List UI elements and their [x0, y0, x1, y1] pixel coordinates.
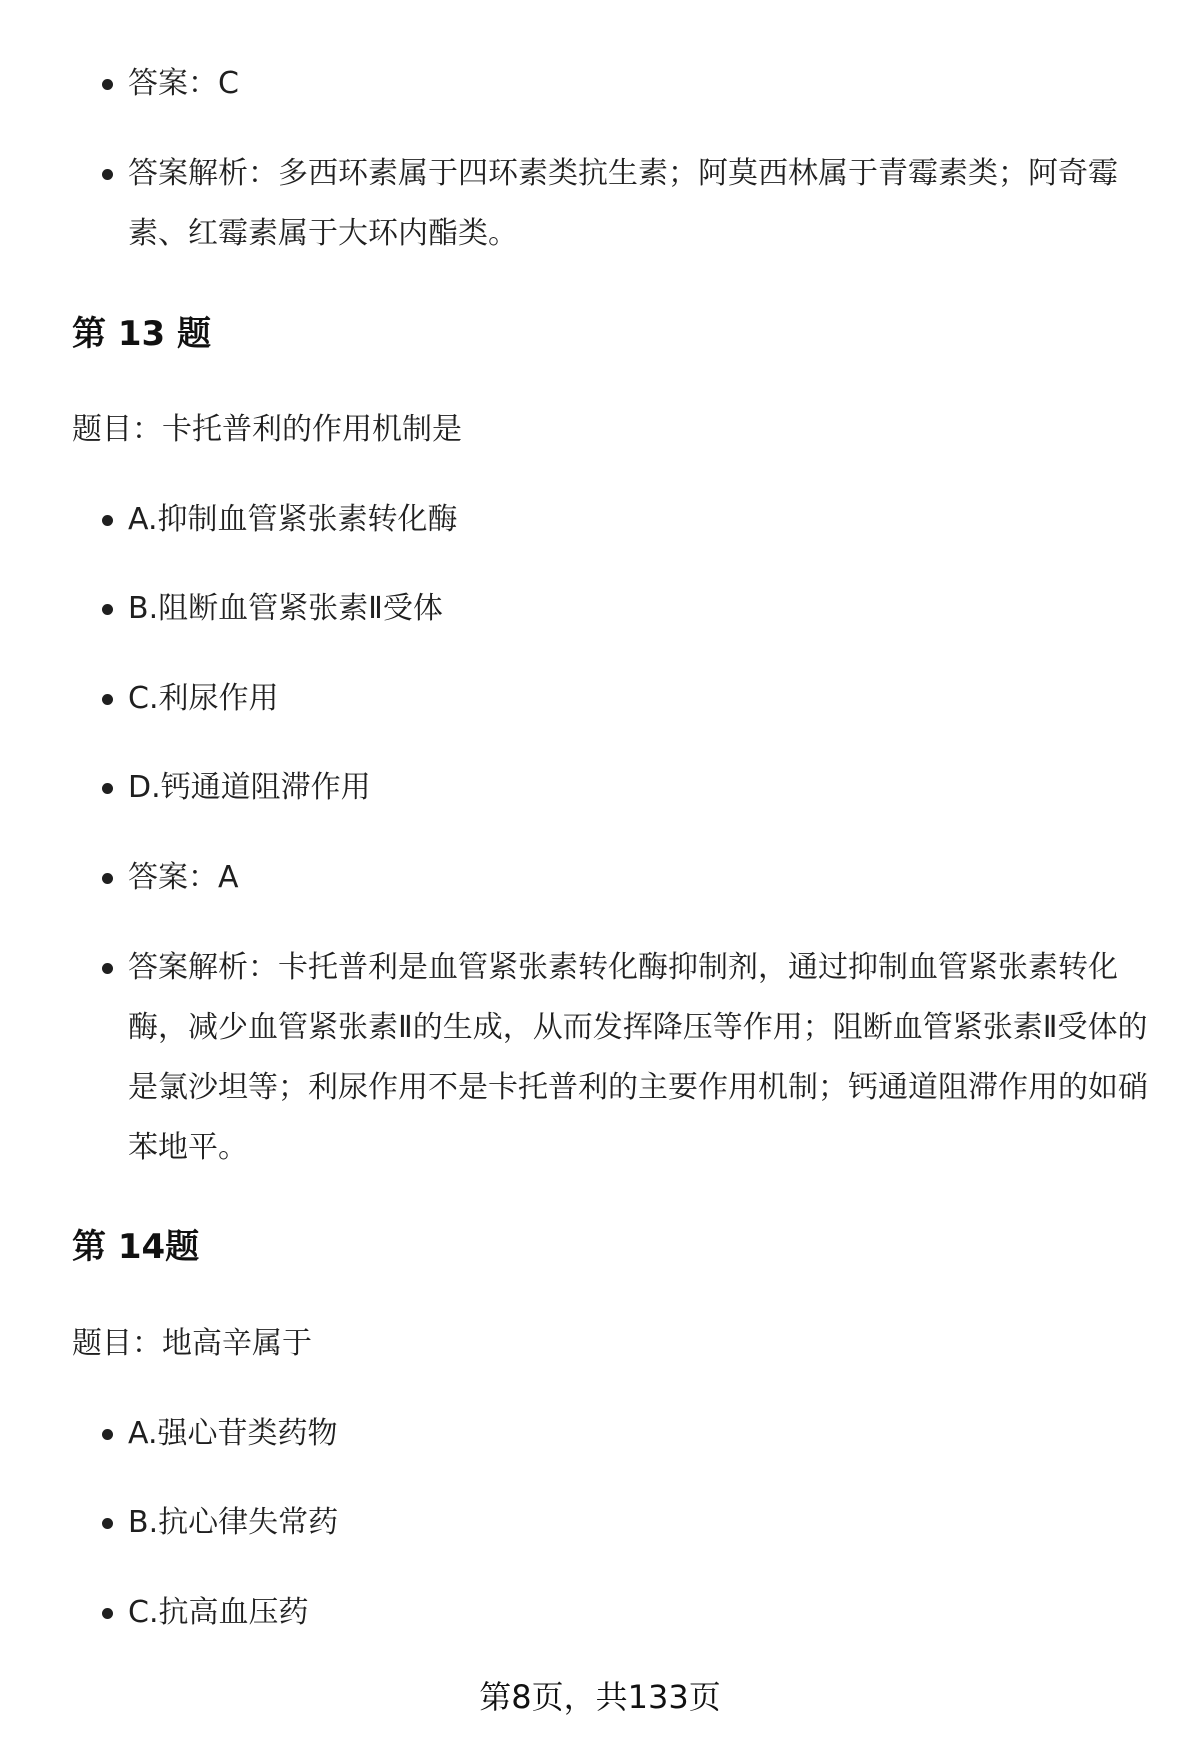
q14-option-b: B.抗心律失常药: [128, 1493, 1148, 1553]
q13-heading: 第 13 题: [72, 314, 211, 354]
q13-question: 题目：卡托普利的作用机制是: [72, 412, 462, 447]
q12-analysis: 答案解析：多西环素属于四环素类抗生素；阿莫西林属于青霉素类；阿奇霉素、红霉素属于大环内酯类。: [128, 144, 1148, 264]
q13-answer: 答案：A: [128, 848, 1148, 908]
q13-option-a: A.抑制血管紧张素转化酶: [128, 490, 1148, 550]
q14-heading: 第 14题: [72, 1227, 200, 1267]
q12-answer: 答案：C: [128, 54, 1148, 114]
q13-option-b: B.阻断血管紧张素Ⅱ受体: [128, 579, 1148, 639]
q13-option-d: D.钙通道阻滞作用: [128, 758, 1148, 818]
page-indicator: 第8页，共133页: [479, 1678, 721, 1716]
q13-option-c: C.利尿作用: [128, 669, 1148, 729]
q14-option-a: A.强心苷类药物: [128, 1404, 1148, 1464]
q14-option-c: C.抗高血压药: [128, 1583, 1148, 1643]
q14-question: 题目：地高辛属于: [72, 1326, 312, 1361]
q13-analysis: 答案解析：卡托普利是血管紧张素转化酶抑制剂，通过抑制血管紧张素转化酶，减少血管紧张素Ⅱ的生成，从而发挥降压等作用；阻断血管紧张素Ⅱ受体的是氯沙坦等；利尿作用不是卡托普利的主要作用机制；钙通道阻滞作用的如硝苯地平。: [128, 938, 1148, 1178]
